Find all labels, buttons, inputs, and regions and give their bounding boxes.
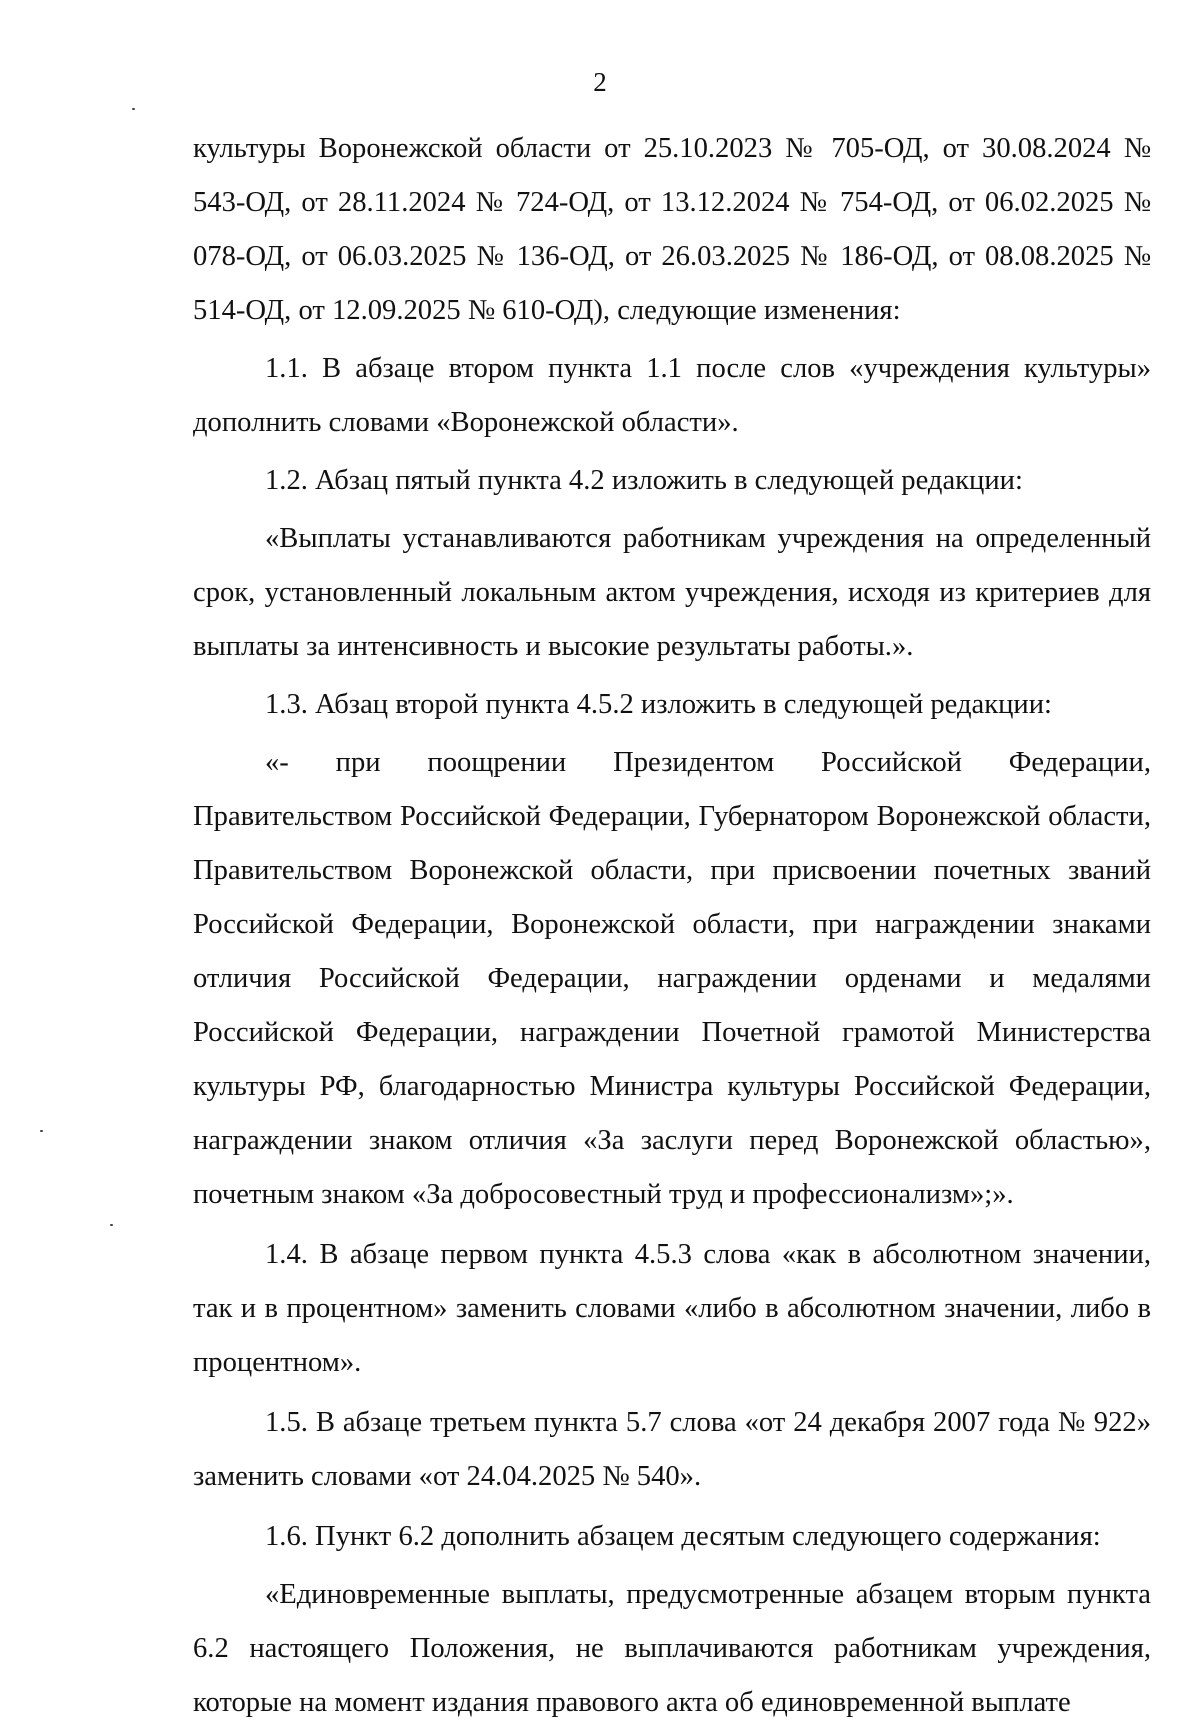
document-body xyxy=(193,122,1151,1730)
page-number: 2 xyxy=(593,67,607,97)
scan-speck xyxy=(40,1130,43,1132)
paragraph-1-3-quote: «- при поощрении Президентом Российской Федерации, Правительством Российской Федерации, Губернатором Воронежской области, Правительством Воронежской области, при присвоении почетных званий Российской Федерации, Воронежской области, при награждении знаками отличия Российской Федерации, награждении орденами и медалями Российской Федерации, награждении Почетной грамотой Министерства культуры РФ, благодарностью Министра культуры Российской Федерации, награждении знаком отличия «За заслуги перед Воронежской областью», почетным знаком «За добросовестный труд и профессионализм»;». xyxy=(193,747,1151,1210)
paragraph-1-2: 1.2. Абзац пятый пункта 4.2 изложить в следующей редакции: xyxy=(265,465,1023,496)
paragraph-1-2-quote: «Выплаты устанавливаются работникам учреждения на определенный срок, установленный локальным актом учреждения, исходя из критериев для выплаты за интенсивность и высокие результаты работы.». xyxy=(193,523,1151,662)
paragraph-intro-continuation: культуры Воронежской области от 25.10.2023 № 705-ОД, от 30.08.2024 № 543-ОД, от 28.11.2024 № 724-ОД, от 13.12.2024 № 754-ОД, от 06.02.2025 № 078-ОД, от 06.03.2025 № 136-ОД, от 26.03.2025 № 186-ОД, от 08.08.2025 № 514-ОД, от 12.09.2025 № 610-ОД), следующие изменения: xyxy=(193,133,1151,326)
paragraph-1-6-quote: «Единовременные выплаты, предусмотренные абзацем вторым пункта 6.2 настоящего Положения, не выплачиваются работникам учреждения, которые на момент издания правового акта об единовременной выплате xyxy=(193,1579,1151,1718)
paragraph-1-6: 1.6. Пункт 6.2 дополнить абзацем десятым следующего содержания: xyxy=(265,1521,1101,1552)
scan-speck xyxy=(132,108,135,110)
paragraph-1-4: 1.4. В абзаце первом пункта 4.5.3 слова «как в абсолютном значении, так и в процентном» заменить словами «либо в абсолютном значении, либо в процентном». xyxy=(193,1239,1151,1378)
scan-speck xyxy=(110,1224,113,1226)
paragraph-1-1: 1.1. В абзаце втором пункта 1.1 после слов «учреждения культуры» дополнить словами «Воронежской области». xyxy=(193,353,1151,438)
paragraph-1-5: 1.5. В абзаце третьем пункта 5.7 слова «от 24 декабря 2007 года № 922» заменить словами «от 24.04.2025 № 540». xyxy=(193,1407,1151,1492)
paragraph-1-3: 1.3. Абзац второй пункта 4.5.2 изложить в следующей редакции: xyxy=(265,689,1052,720)
